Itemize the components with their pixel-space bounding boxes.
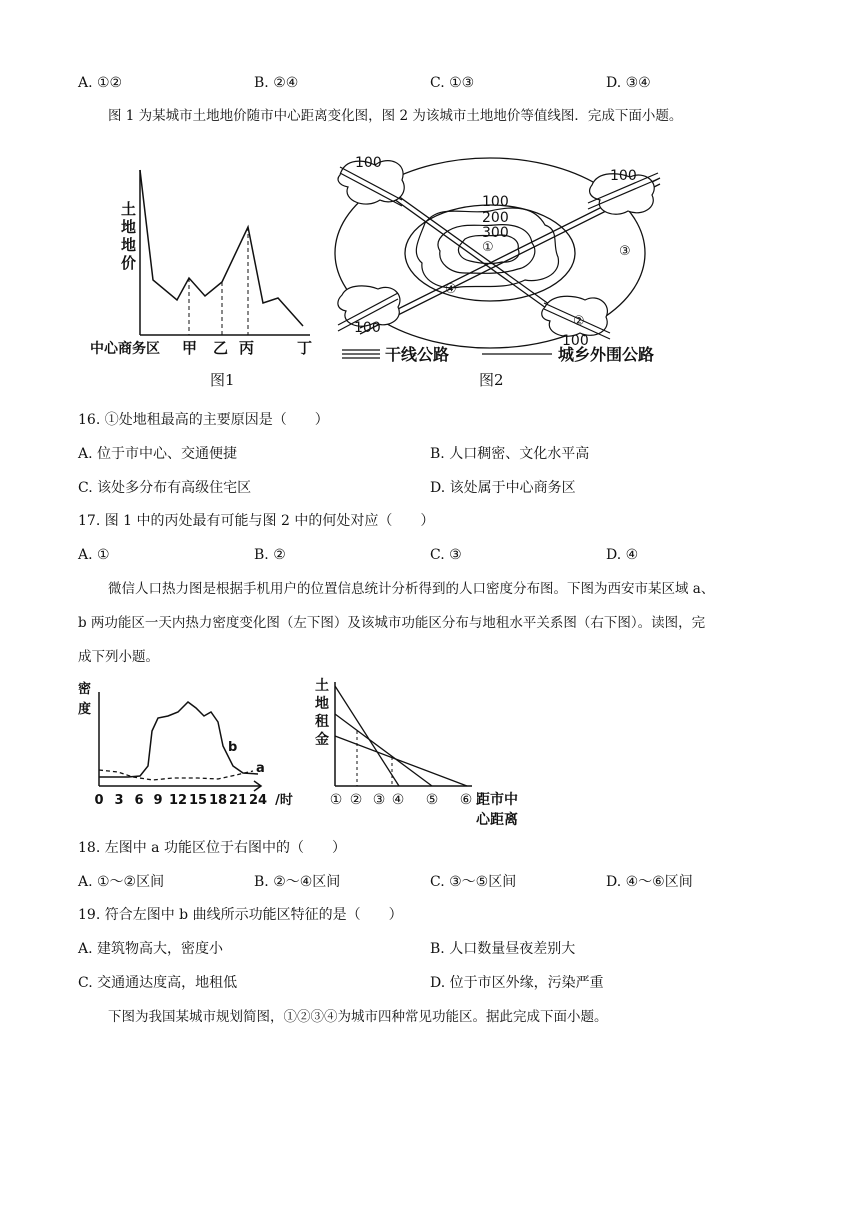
fig3-ylabel-1: 密: [78, 682, 92, 697]
q15-option-b: B. ②④: [254, 75, 299, 91]
fig2-legend-ring-label: 城乡外围公路: [558, 345, 655, 364]
fig2-label-200: 200: [482, 210, 509, 226]
fig3-tick-15: 15: [188, 793, 208, 808]
fig3-series-b-label: b: [228, 740, 238, 755]
fig4-marker-2: ②: [349, 792, 363, 808]
fig4-marker-1: ①: [329, 792, 343, 808]
q19-option-c: C. 交通通达度高，地租低: [78, 975, 238, 991]
figure-3-heat-density-chart: [78, 676, 303, 814]
q18-stem: 18. 左图中 a 功能区位于右图中的（ ）: [78, 840, 346, 856]
fig1-ylabel-3: 地: [121, 236, 137, 254]
fig2-label-100-bottom-left: 100: [354, 320, 381, 336]
fig3-xunit: /时: [275, 793, 293, 808]
fig2-label-100-center: 100: [482, 194, 509, 210]
fig4-xlabel-line-2: 心距离: [476, 812, 518, 828]
figure-2-caption: 图2: [479, 371, 504, 389]
fig4-marker-5: ⑤: [425, 792, 439, 808]
fig3-series-a-label: a: [256, 761, 265, 776]
fig2-marker-3: ③: [619, 244, 631, 259]
fig3-tick-18: 18: [208, 793, 228, 808]
q18-option-a: A. ①～②区间: [78, 874, 165, 890]
q17-option-d: D. ④: [606, 547, 639, 563]
fig2-label-100-bottom-right: 100: [562, 333, 589, 349]
q15-option-c: C. ①③: [430, 75, 475, 91]
fig3-tick-12: 12: [168, 793, 188, 808]
q15-option-a: A. ①②: [78, 75, 123, 91]
fig1-xlabel-ding: 丁: [297, 339, 313, 357]
fig4-rent-lines: [335, 686, 467, 786]
fig1-ylabel-1: 土: [121, 200, 137, 218]
fig3-tick-0: 0: [94, 793, 104, 808]
fig3-tick-24: 24: [248, 793, 268, 808]
fig3-tick-9: 9: [153, 793, 163, 808]
q19-option-a: A. 建筑物高大，密度小: [78, 941, 224, 957]
fig3-ylabel-2: 度: [78, 702, 92, 717]
q15-option-d: D. ③④: [606, 75, 651, 91]
q17-stem: 17. 图 1 中的丙处最有可能与图 2 中的何处对应（ ）: [78, 513, 435, 529]
fig4-ylabel-1: 土: [315, 678, 329, 694]
fig1-xlabel-jia: 甲: [182, 339, 198, 357]
fig1-ylabel-4: 价: [121, 254, 137, 272]
q18-option-c: C. ③～⑤区间: [430, 874, 517, 890]
fig3-curve-a: [99, 770, 253, 780]
fig4-xlabel-line-1: 距市中: [476, 792, 518, 808]
fig3-tick-3: 3: [114, 793, 124, 808]
intro-paragraph-3: 下图为我国某城市规划简图，①②③④为城市四种常见功能区。据此完成下面小题。: [108, 1009, 608, 1025]
fig3-tick-21: 21: [228, 793, 248, 808]
intro-paragraph-2-line-2: b 两功能区一天内热力密度变化图（左下图）及该城市功能区分布与地租水平关系图（右下图）。读图，完: [78, 615, 706, 631]
fig2-label-100-top-right: 100: [610, 168, 637, 184]
intro-paragraph-1: 图 1 为某城市土地地价随市中心距离变化图，图 2 为该城市土地地价等值线图．完成下面小题。: [108, 108, 683, 124]
fig1-xlabel-bing: 丙: [239, 339, 255, 357]
fig4-axes: [335, 682, 472, 786]
fig1-axes: [140, 170, 310, 335]
figure-1-land-price-chart: [85, 150, 325, 365]
q19-option-b: B. 人口数量昼夜差别大: [430, 941, 576, 957]
fig2-label-100-top-left: 100: [355, 155, 382, 171]
fig4-guides: [357, 731, 392, 786]
q17-option-b: B. ②: [254, 547, 286, 563]
fig2-marker-4: ④: [445, 282, 457, 297]
fig1-xlabel-yi: 乙: [213, 339, 229, 357]
fig4-ylabel-2: 地: [315, 696, 329, 712]
fig4-marker-6: ⑥: [459, 792, 473, 808]
figure-1-caption: 图1: [210, 371, 235, 389]
fig4-ylabel-4: 金: [315, 732, 329, 748]
fig1-guides: [189, 227, 248, 335]
fig1-price-curve: [140, 170, 303, 326]
q16-stem: 16. ①处地租最高的主要原因是（ ）: [78, 412, 329, 428]
fig3-tick-6: 6: [134, 793, 144, 808]
fig4-marker-3: ③: [372, 792, 386, 808]
fig2-legend-trunk-label: 干线公路: [385, 345, 450, 364]
figure-4-rent-distance-chart: [312, 674, 532, 832]
fig2-marker-2: ②: [573, 314, 585, 329]
fig2-marker-1: ①: [482, 240, 494, 255]
fig1-ylabel-2: 地: [121, 218, 137, 236]
q16-option-b: B. 人口稠密、文化水平高: [430, 446, 590, 462]
q16-option-d: D. 该处属于中心商务区: [430, 480, 576, 496]
q19-stem: 19. 符合左图中 b 曲线所示功能区特征的是（ ）: [78, 907, 403, 923]
fig2-label-300: 300: [482, 225, 509, 241]
q19-option-d: D. 位于市区外缘，污染严重: [430, 975, 604, 991]
fig4-marker-4: ④: [391, 792, 405, 808]
intro-paragraph-2-line-1: 微信人口热力图是根据手机用户的位置信息统计分析得到的人口密度分布图。下图为西安市某区域 a、: [108, 581, 715, 597]
figure-2-land-price-contour-map: [330, 145, 675, 370]
q18-option-b: B. ②～④区间: [254, 874, 341, 890]
q17-option-a: A. ①: [78, 547, 110, 563]
q17-option-c: C. ③: [430, 547, 462, 563]
fig1-xlabel-cbd: 中心商务区: [90, 341, 160, 357]
intro-paragraph-2-line-3: 成下列小题。: [78, 649, 159, 665]
q18-option-d: D. ④～⑥区间: [606, 874, 693, 890]
q16-option-c: C. 该处多分布有高级住宅区: [78, 480, 252, 496]
q16-option-a: A. 位于市中心、交通便捷: [78, 446, 238, 462]
fig4-ylabel-3: 租: [315, 714, 329, 730]
